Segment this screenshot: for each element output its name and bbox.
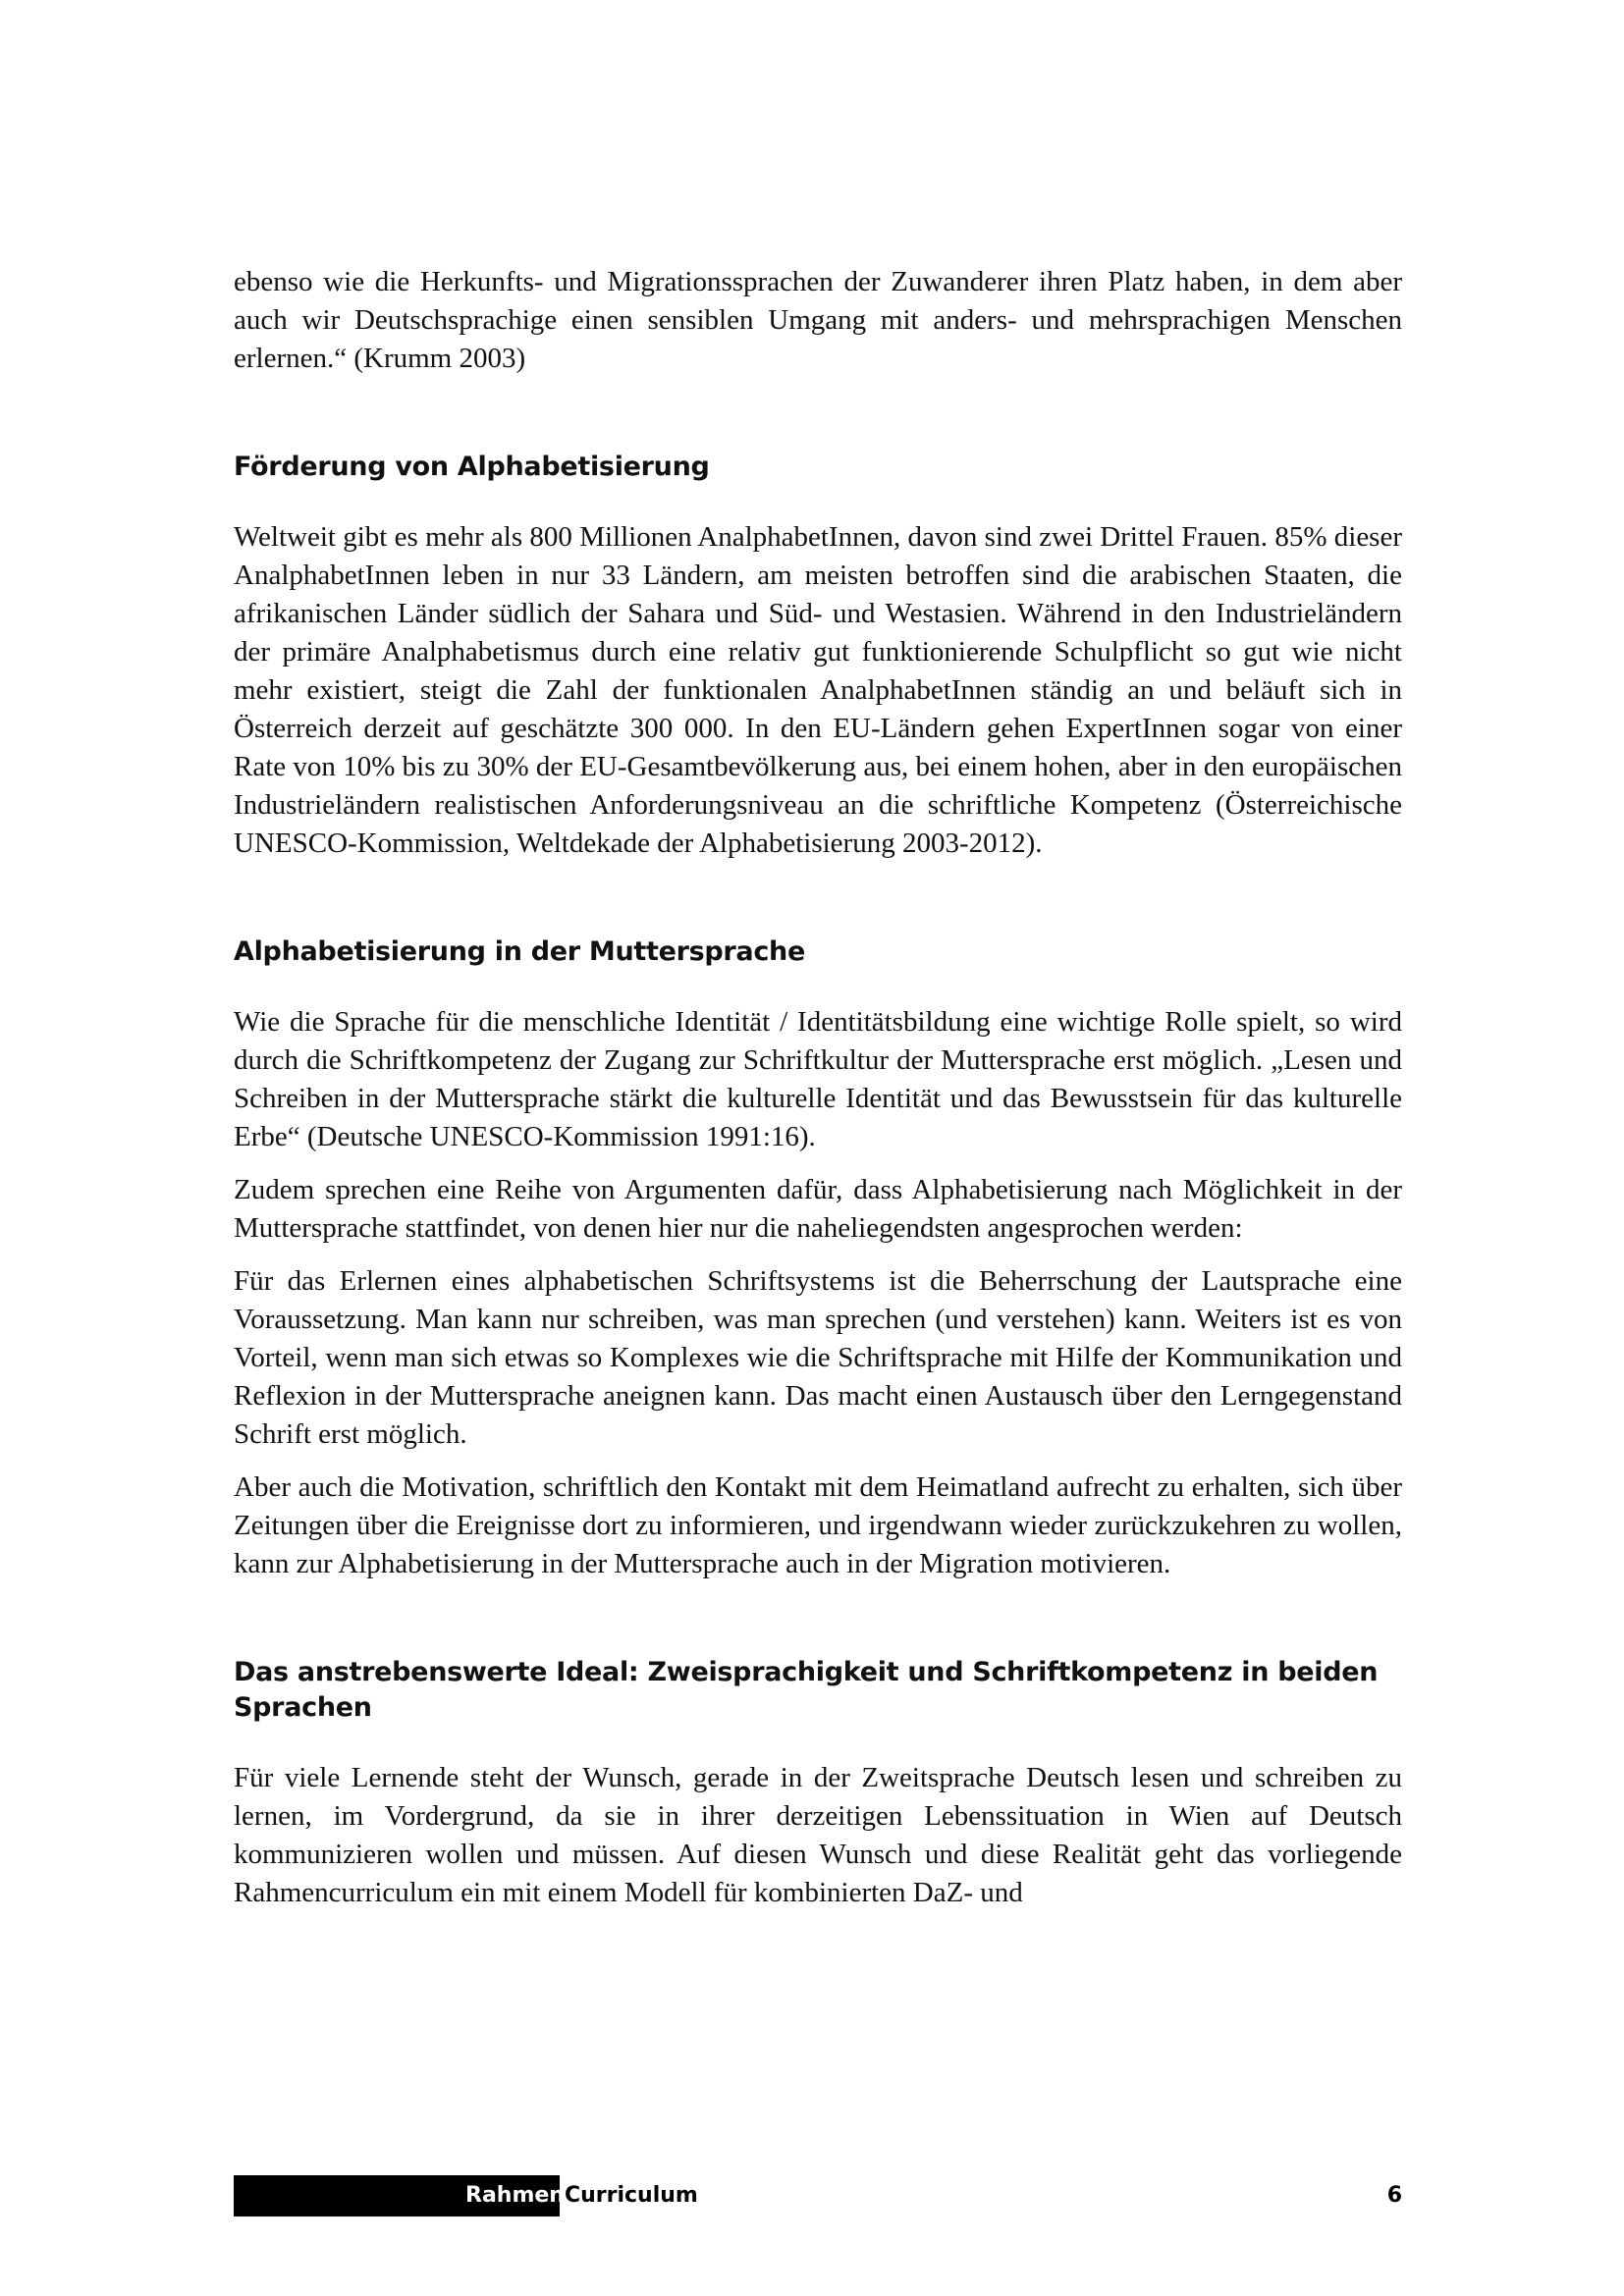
- heading-alphabetisierung-muttersprache: Alphabetisierung in der Muttersprache: [234, 936, 805, 967]
- footer-brand-curriculum: Curriculum: [564, 2183, 698, 2208]
- footer-brand-logo: [465, 2177, 698, 2215]
- paragraph-intro-continuation: ebenso wie die Herkunfts- und Migrationssprachen der Zuwanderer ihren Platz haben, in dem aber auch wir Deutschsprachige einen sensiblen Umgang mit anders- und mehrsprachigen Menschen erlernen.“ (Krumm 2003): [234, 266, 1402, 374]
- paragraph-muttersprache-identitaet: Wie die Sprache für die menschliche Identität / Identitätsbildung eine wichtige Rolle spielt, so wird durch die Schriftkompetenz der Zugang zur Schriftkultur der Muttersprache erst möglich. „Lesen und Schreiben in der Muttersprache stärkt die kulturelle Identität und das Bewusstsein für das kulturelle Erbe“ (Deutsche UNESCO-Kommission 1991:16).: [234, 1006, 1402, 1152]
- paragraph-muttersprache-argumente: Zudem sprechen eine Reihe von Argumenten dafür, dass Alphabetisierung nach Möglichkeit in der Muttersprache stattfindet, von denen hier nur die naheliegendsten angesprochen werden:: [234, 1174, 1402, 1244]
- paragraph-foerderung: Weltweit gibt es mehr als 800 Millionen AnalphabetInnen, davon sind zwei Drittel Frauen. 85% dieser AnalphabetInnen leben in nur 33 Ländern, am meisten betroffen sind die arabischen Staaten, die afrikanischen Länder südlich der Sahara und Süd- und Westasien. Während in den Industrieländern der primäre Analphabetismus durch eine relativ gut funktionierende Schulpflicht so gut wie nicht mehr existiert, steigt die Zahl der funktionalen AnalphabetInnen ständig an und beläuft sich in Österreich derzeit auf geschätzte 300 000. In den EU-Ländern gehen ExpertInnen sogar von einer Rate von 10% bis zu 30% der EU-Gesamtbevölkerung aus, bei einem hohen, aber in den europäischen Industrieländern realistischen Anforderungsniveau an die schriftliche Kompetenz (Österreichische UNESCO-Kommission, Weltdekade der Alphabetisierung 2003-2012).: [234, 521, 1402, 859]
- page-body: [234, 263, 1402, 1927]
- heading-anstrebenswertes-ideal: Das anstrebenswerte Ideal: Zweisprachigkeit und Schriftkompetenz in beiden Sprachen: [234, 1657, 1379, 1723]
- paragraph-muttersprache-lautsprache: Für das Erlernen eines alphabetischen Schriftsystems ist die Beherrschung der Lautsprache eine Voraussetzung. Man kann nur schreiben, was man sprechen (und verstehen) kann. Weiters ist es von Vorteil, wenn man sich etwas so Komplexes wie die Schriftsprache mit Hilfe der Kommunikation und Reflexion in der Muttersprache aneignen kann. Das macht einen Austausch über den Lerngegenstand Schrift erst möglich.: [234, 1265, 1402, 1450]
- page-number: 6: [1386, 2183, 1402, 2208]
- heading-foerderung-alphabetisierung: Förderung von Alphabetisierung: [234, 452, 710, 482]
- paragraph-ideal: Für viele Lernende steht der Wunsch, gerade in der Zweitsprache Deutsch lesen und schreiben zu lernen, im Vordergrund, da sie in ihrer derzeitigen Lebenssituation in Wien auf Deutsch kommunizieren wollen und müssen. Auf diesen Wunsch und diese Realität geht das vorliegende Rahmencurriculum ein mit einem Modell für kombinierten DaZ- und: [234, 1762, 1402, 1908]
- footer-brand-rahmen: Rahmen: [465, 2183, 565, 2208]
- paragraph-muttersprache-motivation: Aber auch die Motivation, schriftlich den Kontakt mit dem Heimatland aufrecht zu erhalten, sich über Zeitungen über die Ereignisse dort zu informieren, und irgendwann wieder zurückzukehren zu wollen, kann zur Alphabetisierung in der Muttersprache auch in der Migration motivieren.: [234, 1471, 1402, 1579]
